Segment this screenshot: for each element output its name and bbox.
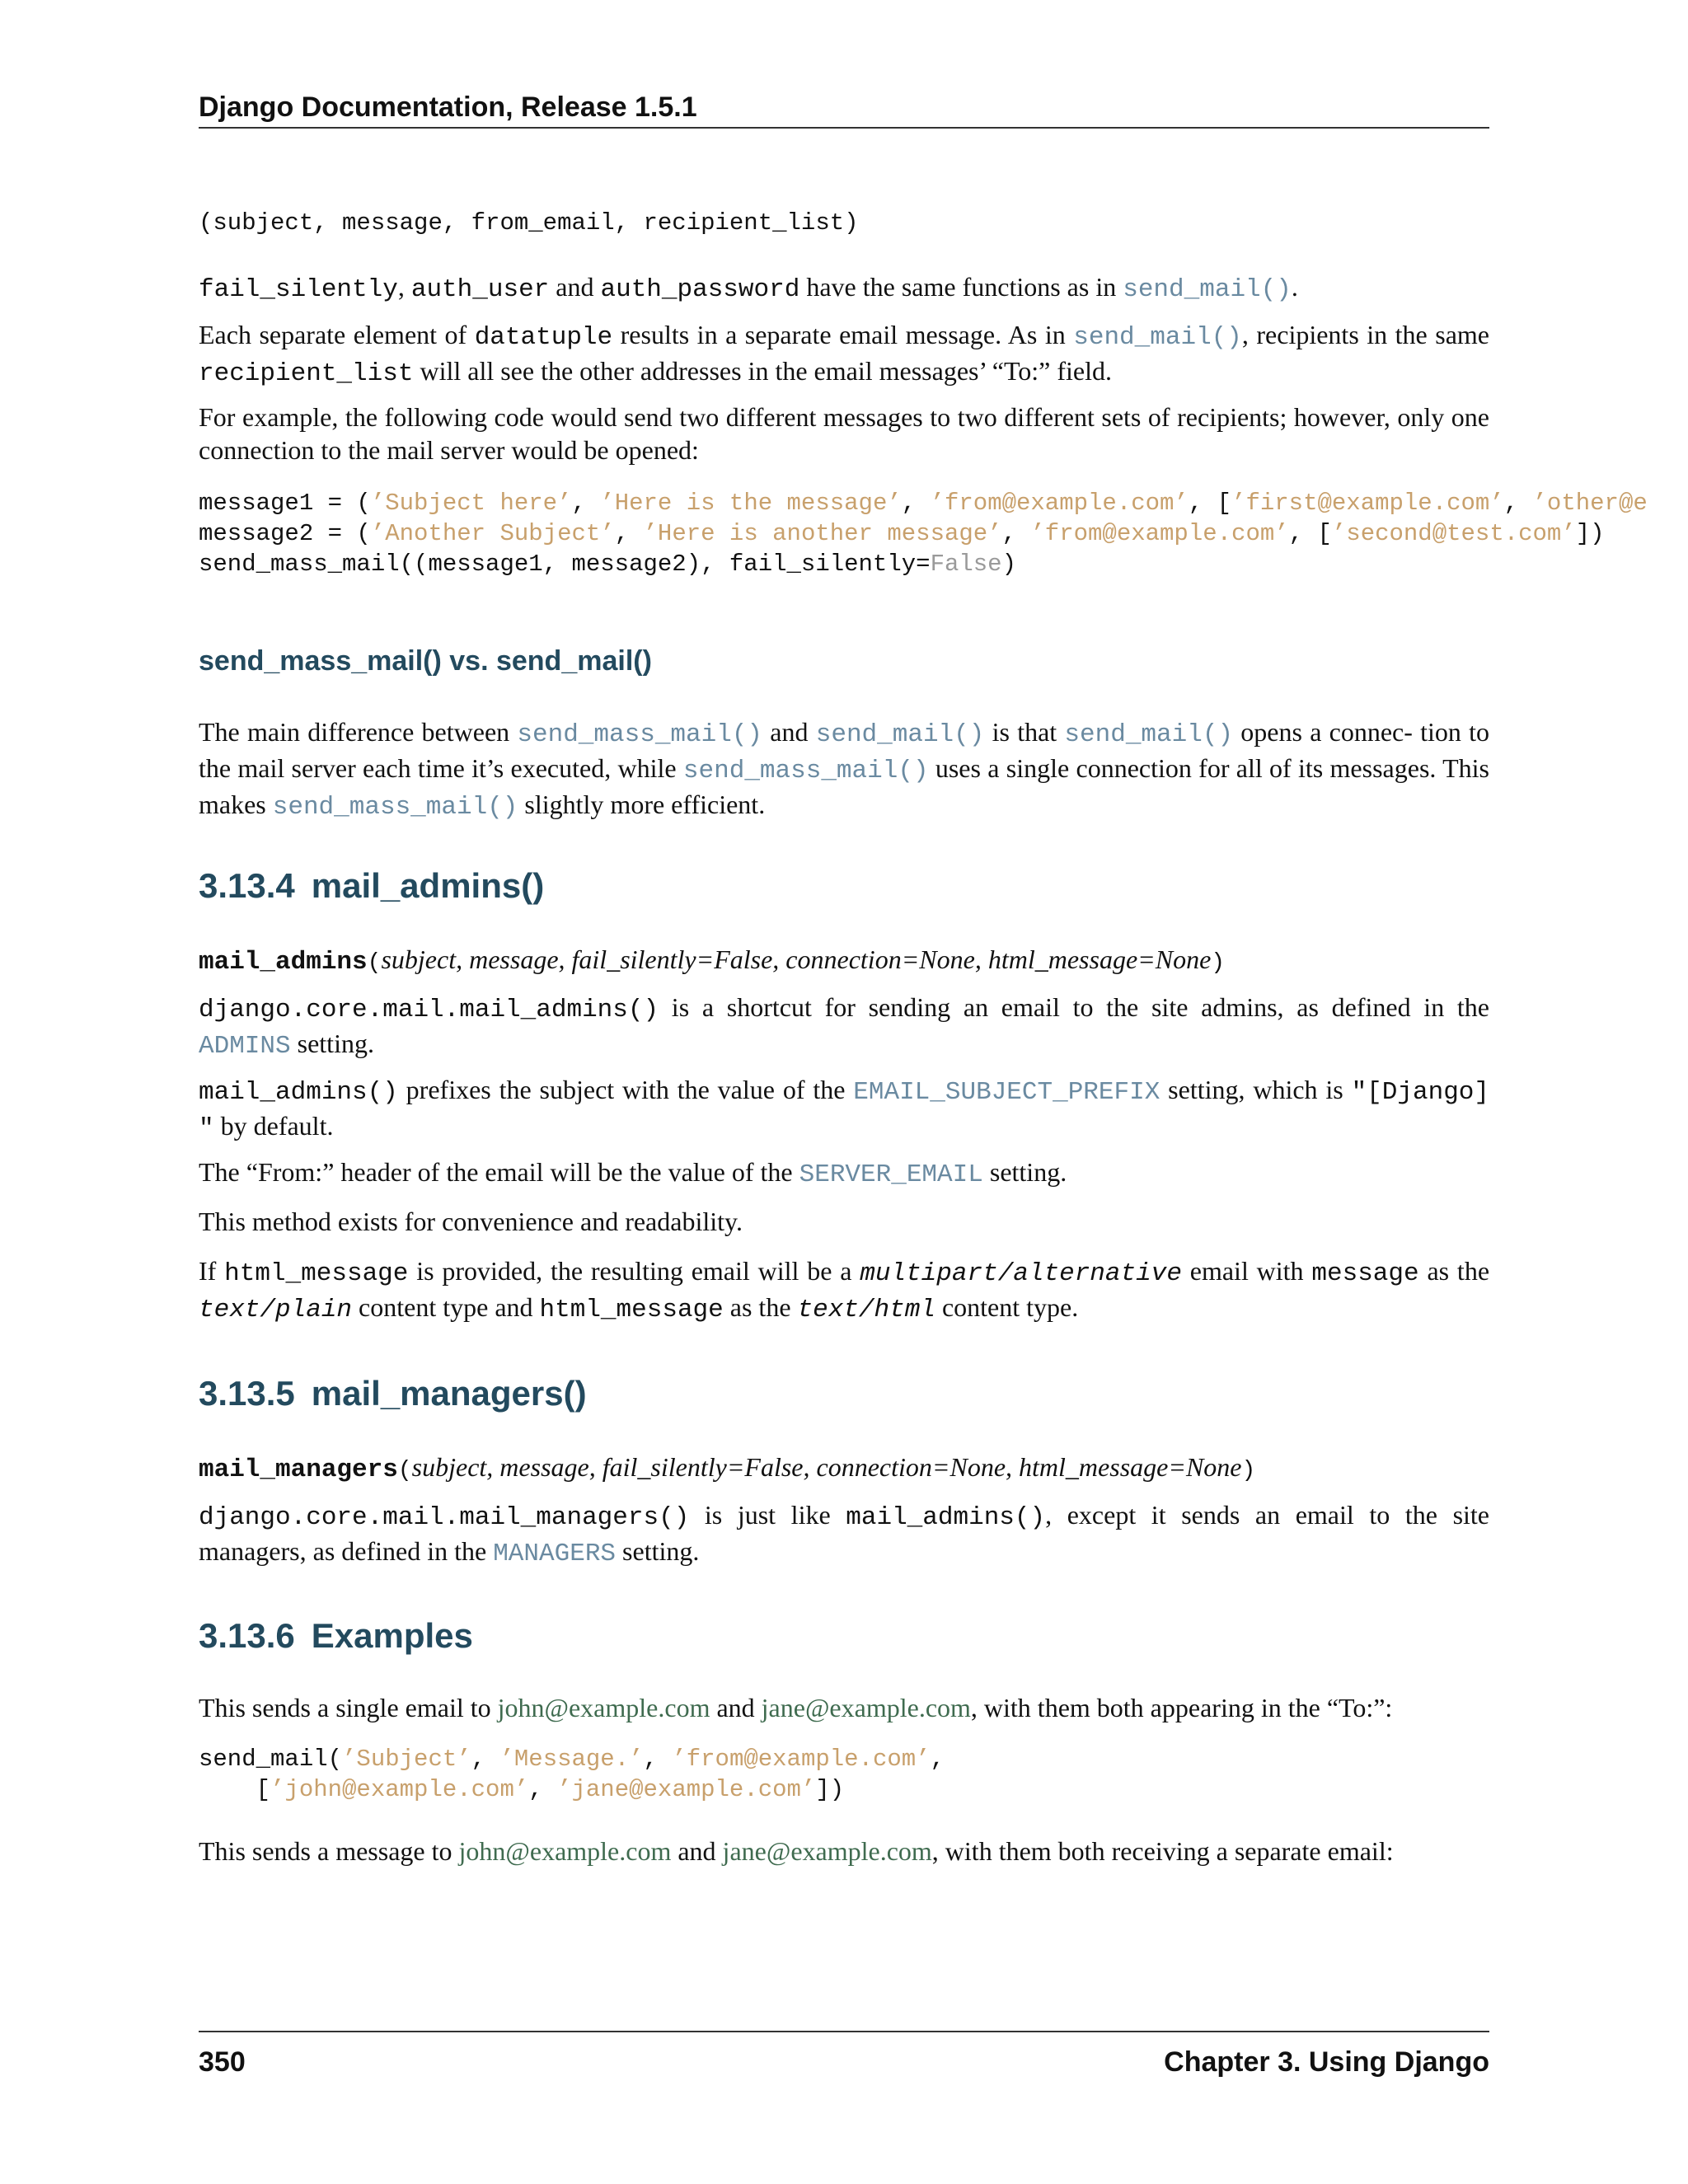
code-block-send-mass-mail <box>199 488 1648 579</box>
code-inline: django.core.mail.mail_admins() <box>199 996 659 1024</box>
link-send-mass-mail[interactable]: send_mass_mail() <box>517 720 763 749</box>
text: have the same functions as in <box>799 272 1123 302</box>
text: uses a single connection for all of its messages. This makes <box>199 753 1490 819</box>
code-token: ]) <box>1575 520 1605 547</box>
text: prefixes the subject with the value of the <box>397 1075 854 1104</box>
link-send-mail[interactable]: send_mail() <box>1064 720 1234 749</box>
code-inline: mail_admins() <box>199 1078 398 1107</box>
link-send-mass-mail[interactable]: send_mass_mail() <box>682 757 929 785</box>
code-string: ’other@e <box>1532 490 1648 517</box>
paragraph-html-message <box>199 1254 1489 1327</box>
code-token: ]) <box>815 1776 845 1803</box>
code-fail-silently: fail_silently <box>199 275 398 304</box>
text: This sends a single email to <box>199 1693 498 1722</box>
code-string: ’second@test.com’ <box>1331 520 1576 547</box>
text: results in a separate email message. As in <box>612 320 1074 349</box>
section-heading-examples <box>199 1615 1489 1657</box>
section-number: 3.13.5 <box>199 1374 295 1413</box>
function-params: subject, message, fail_silently=False, connection=None, html_message=None <box>411 1452 1242 1482</box>
link-send-mail[interactable]: send_mail() <box>1073 323 1242 352</box>
email-link-john[interactable]: john@example.com <box>458 1836 672 1866</box>
subheading-send-mass-mail-vs-send-mail: send_mass_mail() vs. send_mail() <box>199 645 652 677</box>
code-string: ’from@example.com’ <box>930 490 1189 517</box>
code-inline: "[Django] " <box>199 1078 1490 1143</box>
code-token: message2 = ( <box>199 520 371 547</box>
code-token: , <box>1001 520 1031 547</box>
running-header: Django Documentation, Release 1.5.1 <box>199 91 1489 129</box>
code-token: , <box>528 1776 558 1803</box>
signature-mail-admins <box>199 943 1489 980</box>
link-server-email[interactable]: SERVER_EMAIL <box>799 1160 983 1189</box>
code-recipient-list: recipient_list <box>199 359 414 388</box>
code-token: , [ <box>1188 490 1232 517</box>
code-token: , <box>901 490 931 517</box>
code-inline: mail_admins() <box>846 1503 1046 1532</box>
text: is a shortcut for sending an email to the site admins, as defined in the <box>659 992 1489 1022</box>
text: and <box>762 717 816 747</box>
paren: ) <box>1211 950 1226 976</box>
text: slightly more efficient. <box>518 790 766 819</box>
link-send-mail[interactable]: send_mail() <box>1123 275 1292 304</box>
section-number: 3.13.6 <box>199 1616 295 1655</box>
code-string: ’Message.’ <box>499 1746 644 1773</box>
signature-mail-managers <box>199 1451 1489 1488</box>
text: , recipients in the same <box>1241 320 1490 349</box>
email-link-jane[interactable]: jane@example.com <box>761 1693 971 1722</box>
code-token: , <box>614 520 644 547</box>
paragraph-mail-managers <box>199 1498 1489 1571</box>
section-title: mail_admins() <box>311 866 545 905</box>
code-token: , [ <box>1288 520 1332 547</box>
text: , with them both appearing in the “To:”: <box>970 1693 1393 1722</box>
paragraph-shared-args <box>199 270 1489 307</box>
running-footer <box>199 2031 1489 2079</box>
code-auth-password: auth_password <box>600 275 800 304</box>
text: opens a connec- tion to the mail server each time it’s executed, while <box>199 717 1490 783</box>
link-send-mass-mail[interactable]: send_mass_mail() <box>272 793 518 822</box>
code-token: , <box>571 490 601 517</box>
text: Each separate element of <box>199 320 475 349</box>
text: setting, which is <box>1160 1075 1352 1104</box>
text: as the <box>1418 1256 1490 1286</box>
code-auth-user: auth_user <box>410 275 550 304</box>
code-string: ’john@example.com’ <box>270 1776 529 1803</box>
code-inline: html_message <box>539 1296 724 1324</box>
code-inline: html_message <box>224 1259 409 1288</box>
code-token: [ <box>199 1776 271 1803</box>
text: and <box>671 1836 723 1866</box>
text: , with them both receiving a separate email: <box>931 1836 1394 1866</box>
code-string: ’from@example.com’ <box>672 1746 931 1773</box>
code-inline: message <box>1311 1259 1419 1288</box>
link-email-subject-prefix[interactable]: EMAIL_SUBJECT_PREFIX <box>853 1078 1160 1107</box>
text: setting. <box>982 1157 1067 1187</box>
text: and <box>549 272 601 302</box>
code-string: ’Here is the message’ <box>600 490 902 517</box>
text: setting. <box>616 1536 700 1566</box>
section-title: mail_managers() <box>311 1374 587 1413</box>
paragraph-datatuple <box>199 318 1489 391</box>
function-name: mail_managers <box>199 1455 398 1484</box>
text: content type. <box>935 1292 1079 1322</box>
page-number: 350 <box>199 2046 246 2078</box>
mime-type: text/html <box>797 1296 935 1324</box>
link-admins[interactable]: ADMINS <box>199 1032 291 1061</box>
code-string: ’Here is another message’ <box>643 520 1002 547</box>
text: This sends a message to <box>199 1836 459 1866</box>
text: The “From:” header of the email will be the value of the <box>199 1157 799 1187</box>
code-string: ’jane@example.com’ <box>557 1776 816 1803</box>
paragraph-main-difference <box>199 715 1489 824</box>
text: The main difference between <box>199 717 518 747</box>
chapter-title: Chapter 3. Using Django <box>1164 2046 1489 2078</box>
code-token: , <box>1503 490 1533 517</box>
paren: ( <box>397 1458 412 1483</box>
text: is provided, the resulting email will be a <box>408 1256 860 1286</box>
code-keyword: False <box>930 551 1002 578</box>
code-token: , <box>471 1746 500 1773</box>
text: setting. <box>290 1029 374 1058</box>
text: is just like <box>689 1500 846 1530</box>
paren: ) <box>1241 1458 1256 1483</box>
link-send-mail[interactable]: send_mail() <box>815 720 985 749</box>
text: and <box>710 1693 762 1722</box>
tuple-signature: (subject, message, from_email, recipient_list) <box>199 209 859 237</box>
section-title: Examples <box>311 1616 473 1655</box>
code-datatuple: datatuple <box>474 323 613 352</box>
text: . <box>1291 272 1298 302</box>
section-number: 3.13.4 <box>199 866 295 905</box>
mime-type: text/plain <box>199 1296 353 1324</box>
code-string: ’first@example.com’ <box>1231 490 1504 517</box>
function-name: mail_admins <box>199 948 368 977</box>
text: by default. <box>213 1111 334 1141</box>
code-token: = <box>916 551 931 578</box>
text: , <box>397 272 411 302</box>
code-token: , <box>930 1746 945 1773</box>
text: will all see the other addresses in the email messages’ “To:” field. <box>413 356 1112 386</box>
paragraph-mail-admins-shortcut <box>199 991 1489 1063</box>
function-params: subject, message, fail_silently=False, connection=None, html_message=None <box>381 944 1212 974</box>
code-block-send-mail <box>199 1744 1489 1805</box>
paragraph-subject-prefix <box>199 1073 1489 1146</box>
code-token: send_mass_mail((message1, message2), fail_silently <box>199 551 917 578</box>
code-token: , <box>643 1746 673 1773</box>
paragraph-single-email <box>199 1691 1489 1724</box>
code-string: ’Subject here’ <box>370 490 572 517</box>
code-token: send_mail( <box>199 1746 343 1773</box>
paren: ( <box>367 950 382 976</box>
code-string: ’Subject’ <box>342 1746 471 1773</box>
text: , except it sends an email to the site managers, as defined in the <box>199 1500 1490 1566</box>
mime-type: multipart/alternative <box>860 1259 1182 1288</box>
text: as the <box>723 1292 798 1322</box>
code-token: message1 = ( <box>199 490 371 517</box>
paragraph-example-intro: For example, the following code would send two different messages to two different sets of recipients; however, only one connection to the mail server would be opened: <box>199 402 1489 465</box>
email-link-jane[interactable]: jane@example.com <box>722 1836 932 1866</box>
text: email with <box>1181 1256 1312 1286</box>
code-token: ) <box>1001 551 1016 578</box>
paragraph-from-header <box>199 1155 1489 1192</box>
code-inline: django.core.mail.mail_managers() <box>199 1503 690 1532</box>
paragraph-convenience: This method exists for convenience and readability. <box>199 1207 743 1236</box>
paragraph-separate-email <box>199 1835 1489 1868</box>
section-heading-mail-admins <box>199 865 1489 907</box>
email-link-john[interactable]: john@example.com <box>497 1693 710 1722</box>
text: is that <box>984 717 1065 747</box>
link-managers[interactable]: MANAGERS <box>493 1540 617 1568</box>
code-string: ’from@example.com’ <box>1030 520 1289 547</box>
code-string: ’Another Subject’ <box>370 520 615 547</box>
section-heading-mail-managers <box>199 1373 1489 1414</box>
text: content type and <box>352 1292 540 1322</box>
text: If <box>199 1256 225 1286</box>
